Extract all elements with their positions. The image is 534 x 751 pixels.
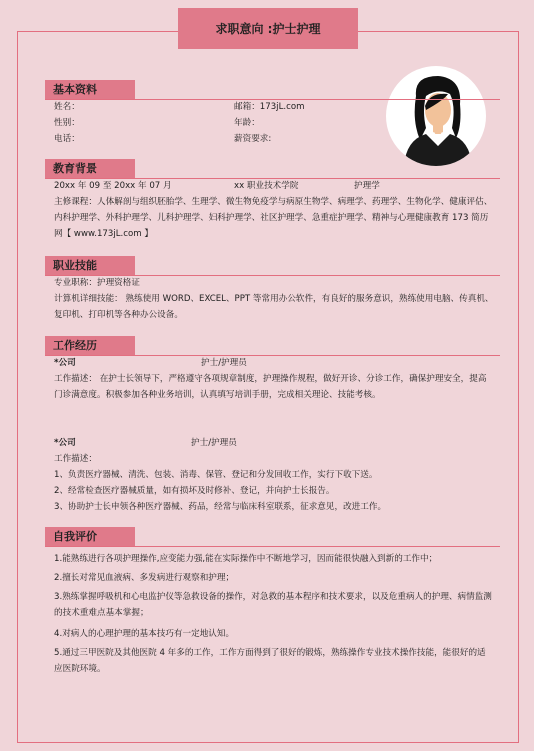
job-company: *公司 (54, 438, 76, 448)
job-duty-item: 1、负责医疗器械、清洗、包装、消毒、保管、登记和分发回收工作，实行下收下送。 (54, 470, 378, 480)
job-company: *公司 (54, 358, 76, 368)
job-position: 护士/护理员 (201, 358, 247, 368)
job-description: 工作描述： 在护士长领导下，严格遵守各项规章制度，护理操作规程，做好开诊、分诊工作，确保护理安全，提高门诊满意度。积极参加各种业务培训，认真填写培训手册，完成相关理论、技能考核。 (54, 374, 487, 400)
education-period: 20xx 年 09 至 20xx 年 07 月 (54, 181, 172, 191)
job-intention-title: 求职意向 :护士护理 (178, 8, 358, 49)
salary-field: 薪资要求: (234, 134, 272, 144)
education-major: 护理学 (354, 181, 380, 191)
section-evaluation-heading: 自我评价 (45, 527, 135, 546)
professional-title: 专业职称：护理资格证 (54, 278, 140, 288)
evaluation-item: 3.熟练掌握呼吸机和心电监护仪等急救设备的操作，对急救的基本程序和技术要求，以及危重病人的护理、病情监测的技术重难点基本掌握； (54, 592, 492, 618)
evaluation-item: 1.能熟练进行各项护理操作,应变能力强,能在实际操作中不断地学习，因而能很快融入到新的工作中； (54, 554, 438, 564)
email-field: 邮箱：173jL.com (234, 102, 305, 112)
evaluation-item: 2.擅长对常见血液病、多发病进行观察和护理； (54, 573, 235, 583)
evaluation-item: 4.对病人的心理护理的基本技巧有一定地认知。 (54, 629, 235, 639)
evaluation-item: 5.通过三甲医院及其他医院 4 年多的工作，工作方面得到了很好的锻炼，熟练操作专业技术操作技能，能很好的适应医院环境。 (54, 648, 486, 674)
computer-skills: 计算机详细技能： 熟练使用 WORD、EXCEL、PPT 等常用办公软件，有良好的服务意识，熟练使用电脑、传真机、复印机、打印机等各种办公设备。 (54, 294, 494, 320)
section-education-heading: 教育背景 (45, 159, 135, 178)
woman-portrait-icon (386, 66, 486, 166)
section-divider (45, 355, 500, 356)
name-field: 姓名： (54, 102, 80, 112)
job-duty-item: 2、经常检查医疗器械质量，如有损坏及时修补、登记，并向护士长报告。 (54, 486, 335, 496)
section-divider (45, 546, 500, 547)
avatar (386, 66, 486, 166)
section-basic-heading: 基本资料 (45, 80, 135, 99)
education-school: xx 职业技术学院 (234, 181, 299, 191)
section-skills-heading: 职业技能 (45, 256, 135, 275)
job-description-label: 工作描述： (54, 454, 97, 464)
gender-field: 性别： (54, 118, 80, 128)
section-experience-heading: 工作经历 (45, 336, 135, 355)
education-courses: 主修课程：人体解剖与组织胚胎学、生理学、微生物免疫学与病原生物学、病理学、药理学、生物化学、健康评估、内科护理学、外科护理学、儿科护理学、妇科护理学、社区护理学、急重症护理学、精神与心理健康教育 173 简历网【 www.173jL.com 】 (54, 197, 493, 239)
age-field: 年龄： (234, 118, 260, 128)
job-position: 护士/护理员 (191, 438, 237, 448)
phone-field: 电话： (54, 134, 80, 144)
job-duty-item: 3、协助护士长申领各种医疗器械、药品，经常与临床科室联系，征求意见，改进工作。 (54, 502, 387, 512)
